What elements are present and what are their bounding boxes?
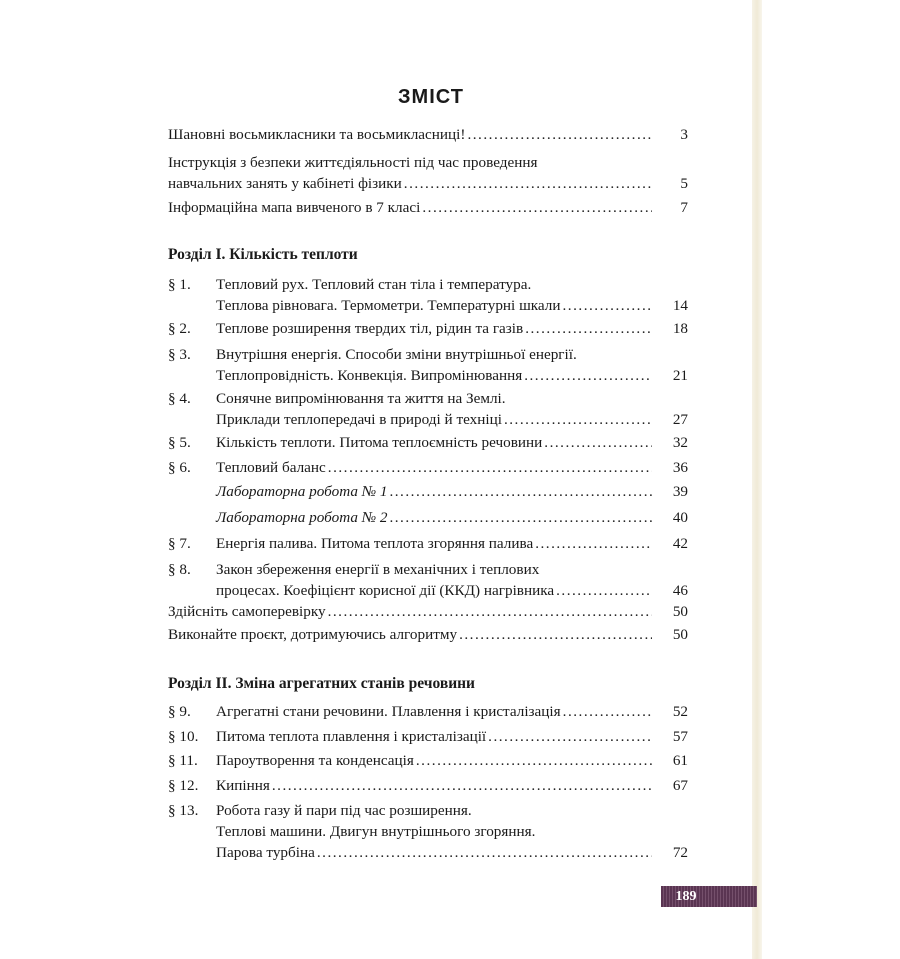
toc-entry-page: 18: [672, 320, 688, 337]
toc-entry-number: § 5.: [168, 434, 191, 451]
toc-entry-title: Шановні восьмикласники та восьмикласниці!: [168, 126, 466, 143]
toc-entry-page: 39: [672, 483, 688, 500]
leader-dots: [422, 197, 652, 218]
leader-dots: [459, 624, 652, 645]
toc-entry-number: § 11.: [168, 752, 198, 769]
leader-dots: [416, 750, 652, 771]
toc-entry-title: Теплова рівновага. Термометри. Температурні шкали: [216, 297, 561, 314]
toc-entry-page: 7: [680, 199, 688, 216]
toc-entry-page: 61: [672, 752, 688, 769]
page-title: ЗМІСТ: [398, 86, 464, 108]
page-number: 189: [675, 889, 697, 904]
leader-dots: [389, 507, 652, 528]
leader-dots: [389, 481, 652, 502]
toc-entry-page: 40: [672, 509, 688, 526]
section-heading: Розділ І. Кількість теплоти: [168, 246, 358, 263]
toc-entry-page: 67: [672, 777, 688, 794]
leader-dots: [544, 432, 652, 453]
leader-dots: [504, 409, 652, 430]
toc-entry-title: Кипіння: [216, 777, 270, 794]
toc-entry-title: Агрегатні стани речовини. Плавлення і кристалізація: [216, 703, 561, 720]
toc-entry-number: § 13.: [168, 802, 199, 819]
leader-dots: [563, 701, 652, 722]
toc-entry-number: § 1.: [168, 276, 191, 293]
leader-dots: [556, 580, 652, 601]
toc-entry-number: § 10.: [168, 728, 199, 745]
toc-entry-number: § 6.: [168, 459, 191, 476]
toc-entry-title: Теплове розширення твердих тіл, рідин та газів: [216, 320, 524, 337]
toc-entry-number: § 7.: [168, 535, 191, 552]
toc-entry-title: Лабораторна робота № 1: [216, 483, 388, 500]
toc-entry-number: § 9.: [168, 703, 191, 720]
toc-entry-title: Кількість теплоти. Питома теплоємність речовини: [216, 434, 543, 451]
leader-dots: [272, 775, 652, 796]
toc-entry-title: Питома теплота плавлення і кристалізації: [216, 728, 487, 745]
toc-entry-title: Робота газу й пари під час розширення.: [216, 802, 472, 819]
toc-entry-page: 21: [672, 367, 688, 384]
toc-entry-title: Приклади теплопередачі в природі й техніці: [216, 411, 502, 428]
leader-dots: [328, 601, 652, 622]
toc-entry-page: 3: [680, 126, 688, 143]
leader-dots: [535, 533, 652, 554]
toc-entry-number: § 2.: [168, 320, 191, 337]
toc-entry-title: Парова турбіна: [216, 844, 315, 861]
toc-entry-page: 72: [672, 844, 688, 861]
toc-entry-title: Закон збереження енергії в механічних і теплових: [216, 561, 540, 578]
leader-dots: [467, 124, 652, 145]
leader-dots: [488, 726, 652, 747]
toc-entry-page: 14: [672, 297, 688, 314]
toc-entry-title: Енергія палива. Питома теплота згоряння палива: [216, 535, 534, 552]
toc-entry-title: Здійсніть самоперевірку: [168, 603, 326, 620]
toc-entry-number: § 8.: [168, 561, 191, 578]
toc-entry-title: Теплові машини. Двигун внутрішнього згоряння.: [216, 823, 536, 840]
toc-entry-title: Сонячне випромінювання та життя на Землі.: [216, 390, 506, 407]
toc-entry-page: 27: [672, 411, 688, 428]
toc-entry-page: 32: [672, 434, 688, 451]
toc-entry-title: процесах. Коефіцієнт корисної дії (ККД) нагрівника: [216, 582, 555, 599]
toc-entry-title: Внутрішня енергія. Способи зміни внутрішньої енергії.: [216, 346, 577, 363]
toc-entry-page: 42: [672, 535, 688, 552]
leader-dots: [525, 318, 652, 339]
toc-entry-title: Тепловий баланс: [216, 459, 326, 476]
toc-entry-title: Інструкція з безпеки життєдіяльності під час проведення: [168, 154, 538, 171]
leader-dots: [563, 295, 653, 316]
page-edge: [752, 0, 762, 959]
toc-entry-page: 52: [672, 703, 688, 720]
toc-entry-page: 5: [680, 175, 688, 192]
toc-entry-page: 36: [672, 459, 688, 476]
toc-entry-number: § 3.: [168, 346, 191, 363]
toc-entry-title: Лабораторна робота № 2: [216, 509, 388, 526]
toc-entry-page: 57: [672, 728, 688, 745]
toc-entry-title: Тепловий рух. Тепловий стан тіла і температура.: [216, 276, 532, 293]
toc-entry-page: 46: [672, 582, 688, 599]
leader-dots: [317, 842, 652, 863]
leader-dots: [524, 365, 652, 386]
toc-entry-title: Пароутворення та конденсація: [216, 752, 414, 769]
toc-entry-page: 50: [672, 626, 688, 643]
leader-dots: [328, 457, 652, 478]
toc-entry-title: Інформаційна мапа вивченого в 7 класі: [168, 199, 421, 216]
section-heading: Розділ ІІ. Зміна агрегатних станів речовини: [168, 675, 475, 692]
toc-entry-number: § 4.: [168, 390, 191, 407]
toc-entry-number: § 12.: [168, 777, 199, 794]
toc-entry-page: 50: [672, 603, 688, 620]
toc-entry-title: Виконайте проєкт, дотримуючись алгоритму: [168, 626, 458, 643]
leader-dots: [404, 173, 652, 194]
toc-entry-title: Теплопровідність. Конвекція. Випромінювання: [216, 367, 523, 384]
toc-entry-title: навчальних занять у кабінеті фізики: [168, 175, 402, 192]
